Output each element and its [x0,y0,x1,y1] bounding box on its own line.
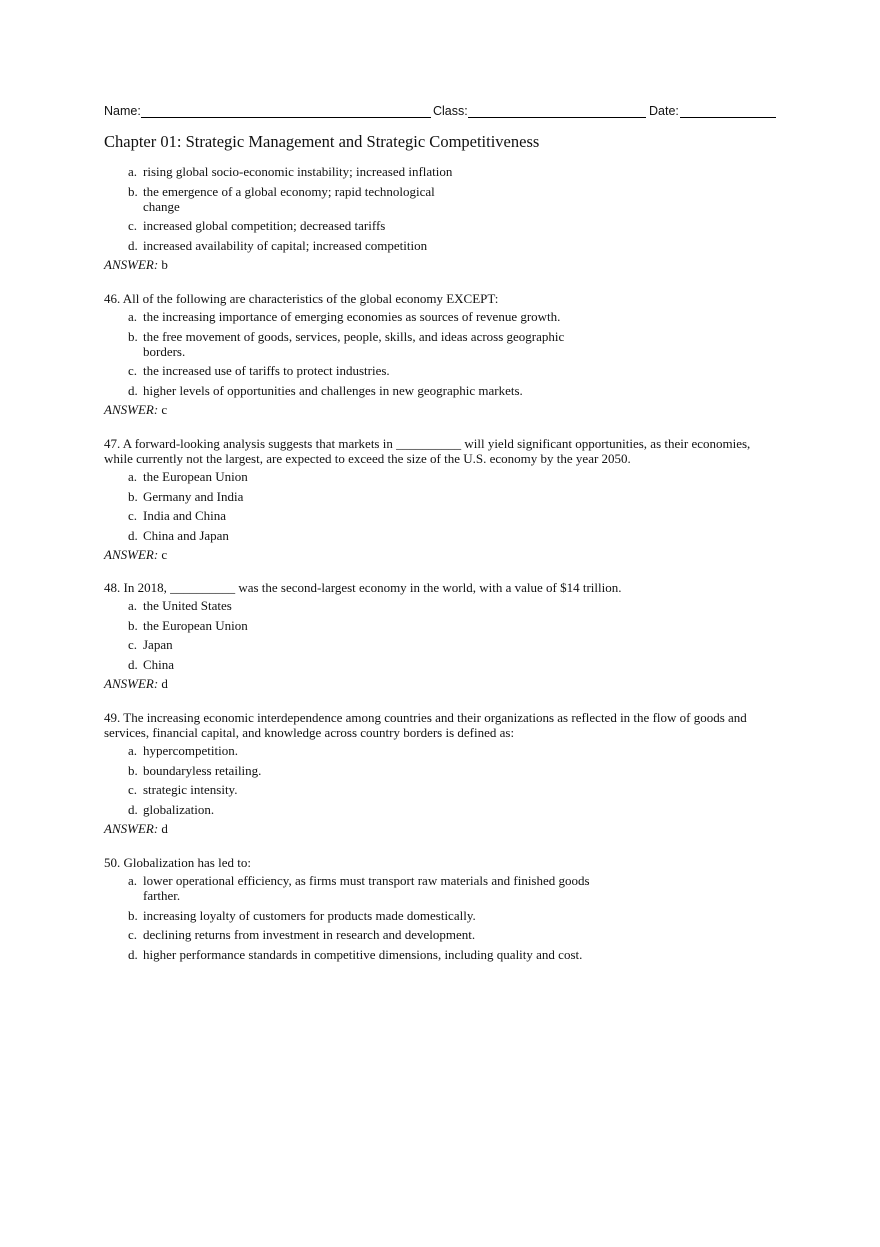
question-50 [104,855,764,966]
question-45 [104,164,453,272]
option-text: increased availability of capital; increased competition [143,237,428,253]
option-b [104,763,772,778]
option-text: the European Union [143,469,248,484]
option-letter: c. [128,218,138,233]
answer-label: ANSWER: [104,402,159,417]
option-text: Germany and India [143,488,244,504]
option-text: the emergence of a global economy; rapid technological change [143,183,435,214]
question-46 [104,291,764,417]
class-blank-line[interactable] [468,117,646,118]
answer-label: ANSWER: [104,257,159,272]
option-text: the United States [143,598,232,613]
option-b [104,489,764,504]
option-d [104,802,772,817]
option-letter: d. [128,237,138,253]
option-text: the European Union [143,617,248,633]
class-label: Class: [433,104,468,118]
option-list [104,309,764,398]
option-d [104,383,764,398]
option-a [104,598,764,613]
answer-value: d [161,676,168,691]
option-a [104,309,764,324]
option-text: India and China [143,508,227,523]
option-text: Japan [143,637,173,652]
option-letter: d. [128,527,138,543]
option-list [104,598,764,672]
option-a [104,743,772,758]
answer-line [104,821,772,836]
option-a [104,164,453,179]
option-b [104,908,764,923]
option-text: rising global socio-economic instability; increased inflation [143,164,453,179]
option-letter: a. [128,873,138,888]
option-letter: a. [128,598,138,613]
option-b [104,184,453,214]
answer-line [104,402,764,417]
answer-label: ANSWER: [104,676,159,691]
option-b [104,618,764,633]
name-label: Name: [104,104,141,118]
answer-line [104,547,764,562]
question-stem: 50. Globalization has led to: [104,855,251,870]
date-label: Date: [649,104,679,118]
option-letter: b. [128,183,138,199]
option-a [104,873,623,903]
option-c [104,363,764,378]
option-list [104,164,453,253]
question-49 [104,710,772,836]
date-blank-line[interactable] [680,117,776,118]
question-48 [104,580,764,691]
option-text: higher performance standards in competitive dimensions, including quality and cost. [143,946,583,962]
option-text: China and Japan [143,527,229,543]
option-letter: d. [128,382,138,398]
option-letter: a. [128,743,138,758]
question-stem: 49. The increasing economic interdependence among countries and their organizations as reflected in the flow of goods and services, financial capital, and knowledge across country borders is defined as: [104,710,747,740]
answer-label: ANSWER: [104,821,159,836]
option-b [104,329,593,359]
option-letter: b. [128,617,138,633]
name-blank-line[interactable] [141,117,431,118]
option-d [104,947,764,962]
option-c [104,218,453,233]
option-text: hypercompetition. [143,743,238,758]
option-text: declining returns from investment in research and development. [143,927,476,942]
chapter-title: Chapter 01: Strategic Management and Strategic Competitiveness [104,132,540,151]
option-text: lower operational efficiency, as firms must transport raw materials and finished goods farther. [143,873,590,903]
option-a [104,469,764,484]
option-text: globalization. [143,801,215,817]
option-list [104,743,772,817]
answer-label: ANSWER: [104,547,159,562]
answer-line [104,257,453,272]
option-letter: c. [128,782,138,797]
option-list [104,873,764,962]
option-text: higher levels of opportunities and challenges in new geographic markets. [143,382,523,398]
question-47 [104,436,764,562]
option-letter: b. [128,907,138,923]
option-d [104,657,764,672]
option-letter: d. [128,656,138,672]
option-d [104,238,453,253]
option-letter: a. [128,469,138,484]
option-c [104,508,764,523]
option-c [104,637,764,652]
question-stem: 48. In 2018, __________ was the second-largest economy in the world, with a value of $14 trillion. [104,580,622,595]
option-text: the increasing importance of emerging economies as sources of revenue growth. [143,309,561,324]
option-letter: c. [128,508,138,523]
answer-value: c [161,547,168,562]
option-letter: d. [128,801,138,817]
option-letter: b. [128,328,138,344]
option-d [104,528,764,543]
answer-value: b [161,257,168,272]
worksheet-header [104,103,776,121]
answer-value: c [161,402,168,417]
option-text: the increased use of tariffs to protect industries. [143,363,390,378]
answer-value: d [161,821,168,836]
option-letter: d. [128,946,138,962]
option-text: strategic intensity. [143,782,238,797]
option-letter: a. [128,164,138,179]
option-text: the free movement of goods, services, people, skills, and ideas across geographic borders. [143,328,565,359]
option-text: increased global competition; decreased tariffs [143,218,386,233]
option-letter: c. [128,363,138,378]
option-letter: b. [128,488,138,504]
option-text: China [143,656,175,672]
option-text: boundaryless retailing. [143,762,262,778]
option-letter: b. [128,762,138,778]
question-stem: 47. A forward-looking analysis suggests that markets in __________ will yield significant opportunities, as their economies, while currently not the largest, are expected to exceed the size of the U.S. economy by the year 2050. [104,436,751,466]
option-letter: a. [128,309,138,324]
option-list [104,469,764,543]
option-text: increasing loyalty of customers for products made domestically. [143,907,476,923]
option-c [104,782,772,797]
option-c [104,927,764,942]
answer-line [104,676,764,691]
option-letter: c. [128,637,138,652]
option-letter: c. [128,927,138,942]
question-stem: 46. All of the following are characteristics of the global economy EXCEPT: [104,291,499,306]
